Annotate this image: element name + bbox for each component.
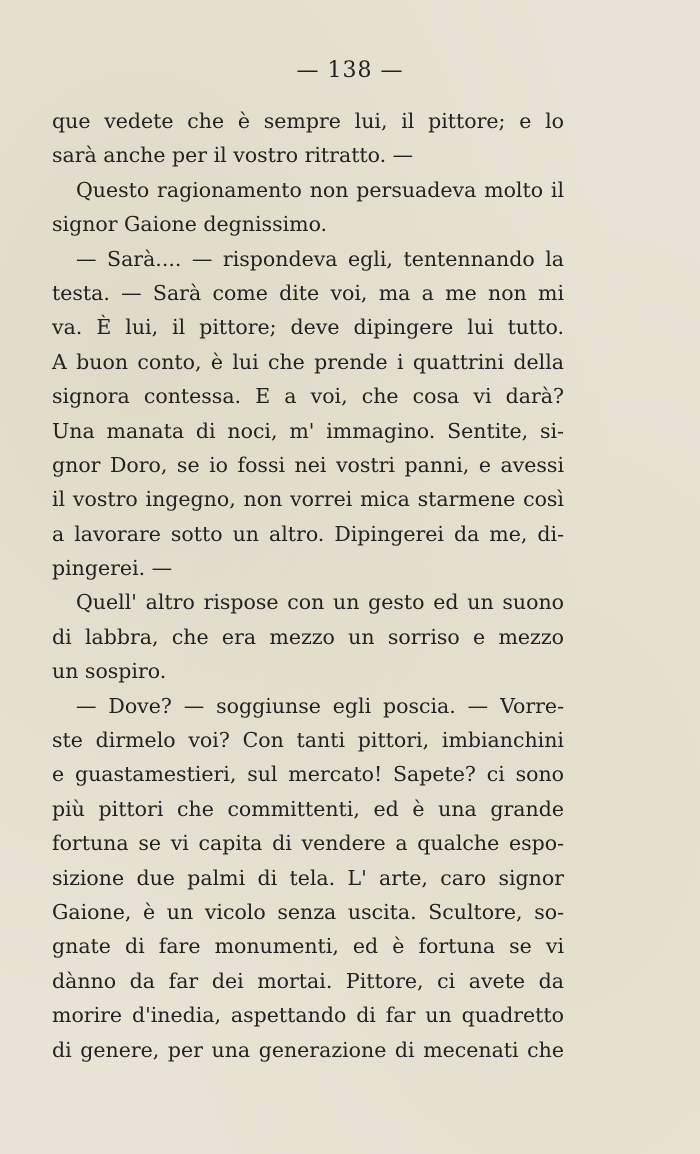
page-number-header: — 138 — — [296, 58, 404, 83]
text-line: sarà anche per il vostro ritratto. — — [52, 143, 414, 168]
body-text — [52, 104, 564, 1067]
text-line: il vostro ingegno, non vorrei mica starmene così — [52, 487, 564, 512]
text-line: dànno da far dei mortai. Pittore, ci avete da — [52, 968, 564, 993]
text-line: — Dove? — soggiunse egli poscia. — Vorre- — [76, 693, 564, 718]
text-line: morire d'inedia, aspettando di far un quadretto — [52, 1003, 564, 1028]
text-line: e guastamestieri, sul mercato! Sapete? ci sono — [52, 762, 564, 787]
text-line: un sospiro. — [52, 659, 167, 684]
text-line: A buon conto, è lui che prende i quattrini della — [52, 349, 564, 374]
text-line: gnate di fare monumenti, ed è fortuna se vi — [52, 934, 564, 959]
text-line: Gaione, è un vicolo senza uscita. Scultore, so- — [52, 899, 564, 924]
text-line: di labbra, che era mezzo un sorriso e mezzo — [52, 624, 564, 649]
text-line: testa. — Sarà come dite voi, ma a me non mi — [52, 280, 564, 305]
text-line: a lavorare sotto un altro. Dipingerei da me, di- — [52, 521, 564, 546]
text-line: Una manata di noci, m' immagino. Sentite, si- — [52, 418, 564, 443]
text-line: va. È lui, il pittore; deve dipingere lui tutto. — [52, 315, 564, 340]
text-line: Questo ragionamento non persuadeva molto il — [76, 177, 564, 202]
text-line: fortuna se vi capita di vendere a qualche espo- — [52, 831, 564, 856]
text-line: più pittori che committenti, ed è una grande — [52, 796, 564, 821]
text-line: signor Gaione degnissimo. — [52, 212, 328, 237]
text-line: pingerei. — — [52, 556, 173, 581]
text-line: sizione due palmi di tela. L' arte, caro signor — [52, 865, 564, 890]
text-line: Quell' altro rispose con un gesto ed un suono — [76, 590, 564, 615]
text-line: — Sarà.... — rispondeva egli, tentennando la — [76, 246, 564, 271]
text-line: di genere, per una generazione di mecenati che — [52, 1037, 564, 1062]
text-line: que vedete che è sempre lui, il pittore; e lo — [52, 109, 564, 133]
text-line: gnor Doro, se io fossi nei vostri panni, e avessi — [52, 452, 564, 477]
text-line: ste dirmelo voi? Con tanti pittori, imbianchini — [52, 728, 564, 753]
text-line: signora contessa. E a voi, che cosa vi darà? — [52, 384, 564, 409]
